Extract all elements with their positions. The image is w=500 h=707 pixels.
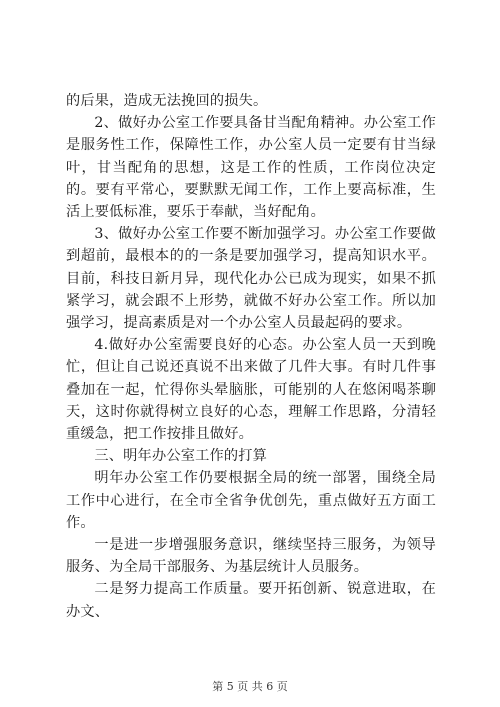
document-body	[66, 90, 436, 623]
paragraph-point-4: 4.做好办公室需要良好的心态。办公室人员一天到晚忙，但让自己说还真说不出来做了几件大事。有时几件事叠加在一起，忙得你头晕脑胀，可能别的人在悠闲喝茶聊天，这时你就得树立良好的心态，理解工作思路，分清轻重缓急，把工作按排且做好。	[66, 337, 436, 443]
paragraph-continuation: 的后果，造成无法挽回的损失。	[66, 93, 268, 109]
paragraph-point-2: 2、做好办公室工作要具备甘当配角精神。办公室工作是服务性工作，保障性工作，办公室人员一定要有甘当绿叶，甘当配角的思想，这是工作的性质，工作岗位决定的。要有平常心，要默默无闻工作，工作上要高标准，生活上要低标准，要乐于奉献，当好配角。	[66, 115, 436, 221]
paragraph-plan-intro: 明年办公室工作仍要根据全局的统一部署，围绕全局工作中心进行，在全市全省争优创先，重点做好五方面工作。	[66, 470, 436, 531]
section-heading-plans: 三、明年办公室工作的打算	[94, 448, 268, 465]
paragraph-plan-item-2: 二是努力提高工作质量。要开拓创新、锐意进取，在办文、	[66, 581, 436, 620]
paragraph-plan-item-1: 一是进一步增强服务意识，继续坚持三服务，为领导服务、为全局干部服务、为基层统计人员服务。	[66, 537, 436, 576]
paragraph-point-3: 3、做好办公室工作要不断加强学习。办公室工作要做到超前，最根本的的一条是要加强学习，提高知识水平。目前，科技日新月异，现代化办公已成为现实，如果不抓紧学习，就会跟不上形势，就做不好办公室工作。所以加强学习，提高素质是对一个办公室人员最起码的要求。	[66, 226, 436, 332]
page-footer: 第 5 页 共 6 页	[212, 680, 288, 693]
